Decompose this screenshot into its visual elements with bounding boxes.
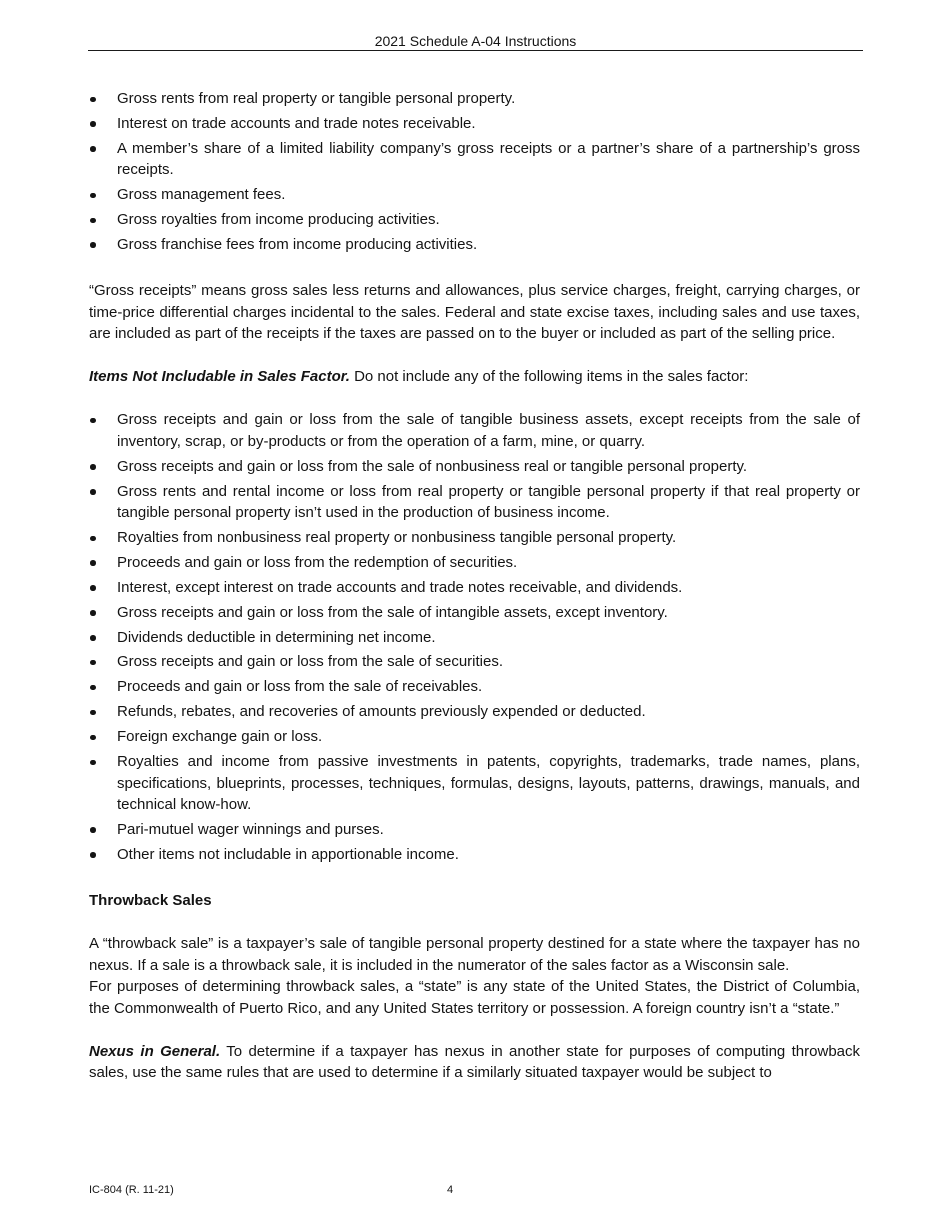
list-item-text: Other items not includable in apportionable income. xyxy=(117,845,459,863)
list-item xyxy=(89,456,860,478)
bullet-icon xyxy=(90,218,96,224)
throwback-paragraph-1: A “throwback sale” is a taxpayer’s sale of tangible personal property destined for a state where the taxpayer has no nexus. If a sale is a throwback sale, it is included in the numerator of the sales factor as a Wisconsin sale. xyxy=(89,935,860,974)
nexus-paragraph xyxy=(89,1041,860,1084)
list-item xyxy=(89,701,860,723)
list-item xyxy=(89,726,860,748)
nexus-text: To determine if a taxpayer has nexus in another state for purposes of computing throwback sales, use the same rules that are used to determine if a similarly situated taxpayer would be subject to xyxy=(89,1042,861,1082)
footer-form-id: IC-804 (R. 11-21) xyxy=(89,1184,174,1196)
list-item xyxy=(89,552,860,574)
list-item-text: Gross royalties from income producing activities. xyxy=(117,211,440,229)
list-item-text: Foreign exchange gain or loss. xyxy=(117,728,323,746)
list-item xyxy=(89,481,860,524)
list-item-text: Proceeds and gain or loss from the sale of receivables. xyxy=(117,678,483,696)
bullet-icon xyxy=(90,560,96,566)
list-item xyxy=(89,602,860,624)
list-item xyxy=(89,676,860,698)
list-item-text: Gross rents from real property or tangible personal property. xyxy=(117,90,516,107)
excluded-items-list xyxy=(89,409,860,865)
list-item-text: Gross receipts and gain or loss from the sale of intangible assets, except inventory. xyxy=(117,603,668,621)
list-item-text: Gross management fees. xyxy=(117,186,286,204)
bullet-icon xyxy=(90,536,96,542)
list-item xyxy=(89,409,860,452)
header-rule xyxy=(88,50,863,51)
list-item xyxy=(89,651,860,673)
list-item-text: Gross receipts and gain or loss from the sale of nonbusiness real or tangible personal property. xyxy=(117,457,748,475)
list-item-text: Pari-mutuel wager winnings and purses. xyxy=(117,820,384,838)
list-item xyxy=(89,527,860,549)
list-item xyxy=(89,627,860,649)
list-item xyxy=(89,113,860,135)
bullet-icon xyxy=(90,685,96,691)
bullet-icon xyxy=(90,121,96,127)
bullet-icon xyxy=(90,635,96,641)
document-body xyxy=(89,88,860,1084)
list-item-text: Royalties from nonbusiness real property or nonbusiness tangible personal property. xyxy=(117,529,677,547)
bullet-icon xyxy=(90,489,96,495)
bullet-icon xyxy=(90,464,96,470)
list-item xyxy=(89,138,860,181)
list-item-text: Dividends deductible in determining net income. xyxy=(117,628,436,646)
bullet-icon xyxy=(90,146,96,152)
list-item xyxy=(89,209,860,231)
included-items-list xyxy=(89,88,860,255)
list-item xyxy=(89,234,860,256)
bullet-icon xyxy=(90,852,96,858)
list-item xyxy=(89,88,860,110)
list-item-text: A member’s share of a limited liability company’s gross receipts or a partner’s share of a partnership’s gross receipts. xyxy=(117,139,860,179)
list-item-text: Interest on trade accounts and trade notes receivable. xyxy=(117,114,476,132)
list-item-text: Proceeds and gain or loss from the redemption of securities. xyxy=(117,553,518,571)
list-item-text: Gross franchise fees from income producing activities. xyxy=(117,235,478,253)
list-item-text: Gross receipts and gain or loss from the sale of tangible business assets, except receipts from the sale of inventory, scrap, or by-products or from the operation of a farm, mine, or quarry. xyxy=(117,411,860,450)
bullet-icon xyxy=(90,97,96,103)
list-item xyxy=(89,577,860,599)
bullet-icon xyxy=(90,418,96,424)
list-item xyxy=(89,819,860,841)
not-includable-intro xyxy=(89,366,860,388)
gross-receipts-paragraph: “Gross receipts” means gross sales less returns and allowances, plus service charges, freight, carrying charges, or time-price differential charges incidental to the sales. Federal and state excise taxes, including sales and use taxes, are included as part of the receipts if the taxes are passed on to the buyer or included as part of the selling price. xyxy=(89,282,860,343)
bullet-icon xyxy=(90,242,96,248)
throwback-section-title: Throwback Sales xyxy=(89,892,212,910)
bullet-icon xyxy=(90,760,96,766)
not-includable-text: Do not include any of the following items in the sales factor: xyxy=(349,368,749,386)
list-item-text: Royalties and income from passive investments in patents, copyrights, trademarks, trade names, plans, specifications, blueprints, processes, techniques, formulas, designs, layouts, patterns, drawings, manuals, and technical know-how. xyxy=(117,753,860,814)
list-item xyxy=(89,184,860,206)
list-item-text: Refunds, rebates, and recoveries of amounts previously expended or deducted. xyxy=(117,703,646,721)
bullet-icon xyxy=(90,827,96,833)
bullet-icon xyxy=(90,660,96,666)
nexus-lead: Nexus in General. xyxy=(89,1042,221,1060)
not-includable-lead: Items Not Includable in Sales Factor. xyxy=(89,368,350,386)
bullet-icon xyxy=(90,735,96,741)
list-item-text: Gross rents and rental income or loss from real property or tangible personal property if that real property or tangible personal property isn’t used in the production of business income. xyxy=(117,482,860,522)
bullet-icon xyxy=(90,193,96,199)
list-item-text: Interest, except interest on trade accounts and trade notes receivable, and dividends. xyxy=(117,578,683,596)
throwback-paragraph-2: For purposes of determining throwback sales, a “state” is any state of the United States, the District of Columbia, the Commonwealth of Puerto Rico, and any United States territory or possession. A foreign country isn’t a “state.” xyxy=(89,978,860,1017)
list-item xyxy=(89,844,860,866)
list-item-text: Gross receipts and gain or loss from the sale of securities. xyxy=(117,653,504,671)
bullet-icon xyxy=(90,610,96,616)
footer-page-number: 4 xyxy=(447,1184,454,1196)
list-item xyxy=(89,751,860,816)
page-header-title: 2021 Schedule A-04 Instructions xyxy=(374,33,577,49)
bullet-icon xyxy=(90,585,96,591)
bullet-icon xyxy=(90,710,96,716)
